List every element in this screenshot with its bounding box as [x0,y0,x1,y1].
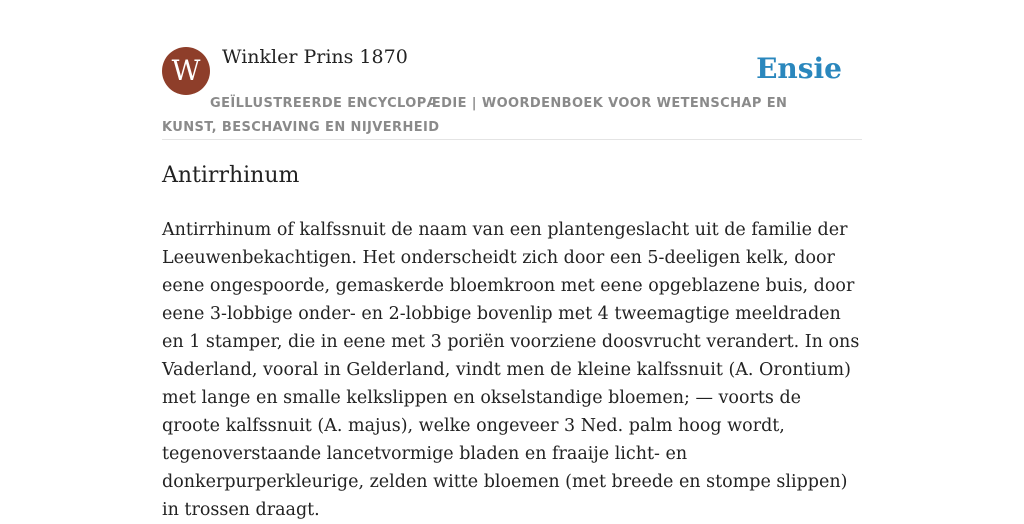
header-divider [162,139,862,140]
source-title[interactable]: Winkler Prins 1870 [222,46,408,68]
source-subtitle: GEÏLLUSTREERDE ENCYCLOPÆDIE | WOORDENBOEK VOOR WETENSCHAP EN KUNST, BESCHAVING EN NIJVERHEID [162,96,788,135]
entry-definition: Antirrhinum of kalfssnuit de naam van een plantengeslacht uit de familie der Leeuwenbekachtigen. Het onderscheidt zich door een 5-deeligen kelk, door eene ongespoorde, gemaskerde bloemkroon met eene opgeblazene buis, door eene 3-lobbige onder- en 2-lobbige bovenlip met 4 tweemagtige meeldraden en 1 stamper, die in eene met 3 poriën voorziene doosvrucht verandert. In ons Vaderland, vooral in Gelderland, vindt men de kleine kalfssnuit (A. Orontium) met lange en smalle kelkslippen en okselstandige bloemen; — voorts de qroote kalfssnuit (A. majus), welke ongeveer 3 Ned. palm hoog wordt, tegenoverstaande lancetvormige bladen en fraaije licht- en donkerpurperkleurige, zelden witte bloemen (met breede en stompe slippen) in trossen draagt. [162,220,860,520]
entry-title: Antirrhinum [162,163,300,188]
source-avatar[interactable]: W [162,47,210,95]
entry-card [162,0,862,520]
ensie-logo-link[interactable]: Ensie [756,52,842,85]
